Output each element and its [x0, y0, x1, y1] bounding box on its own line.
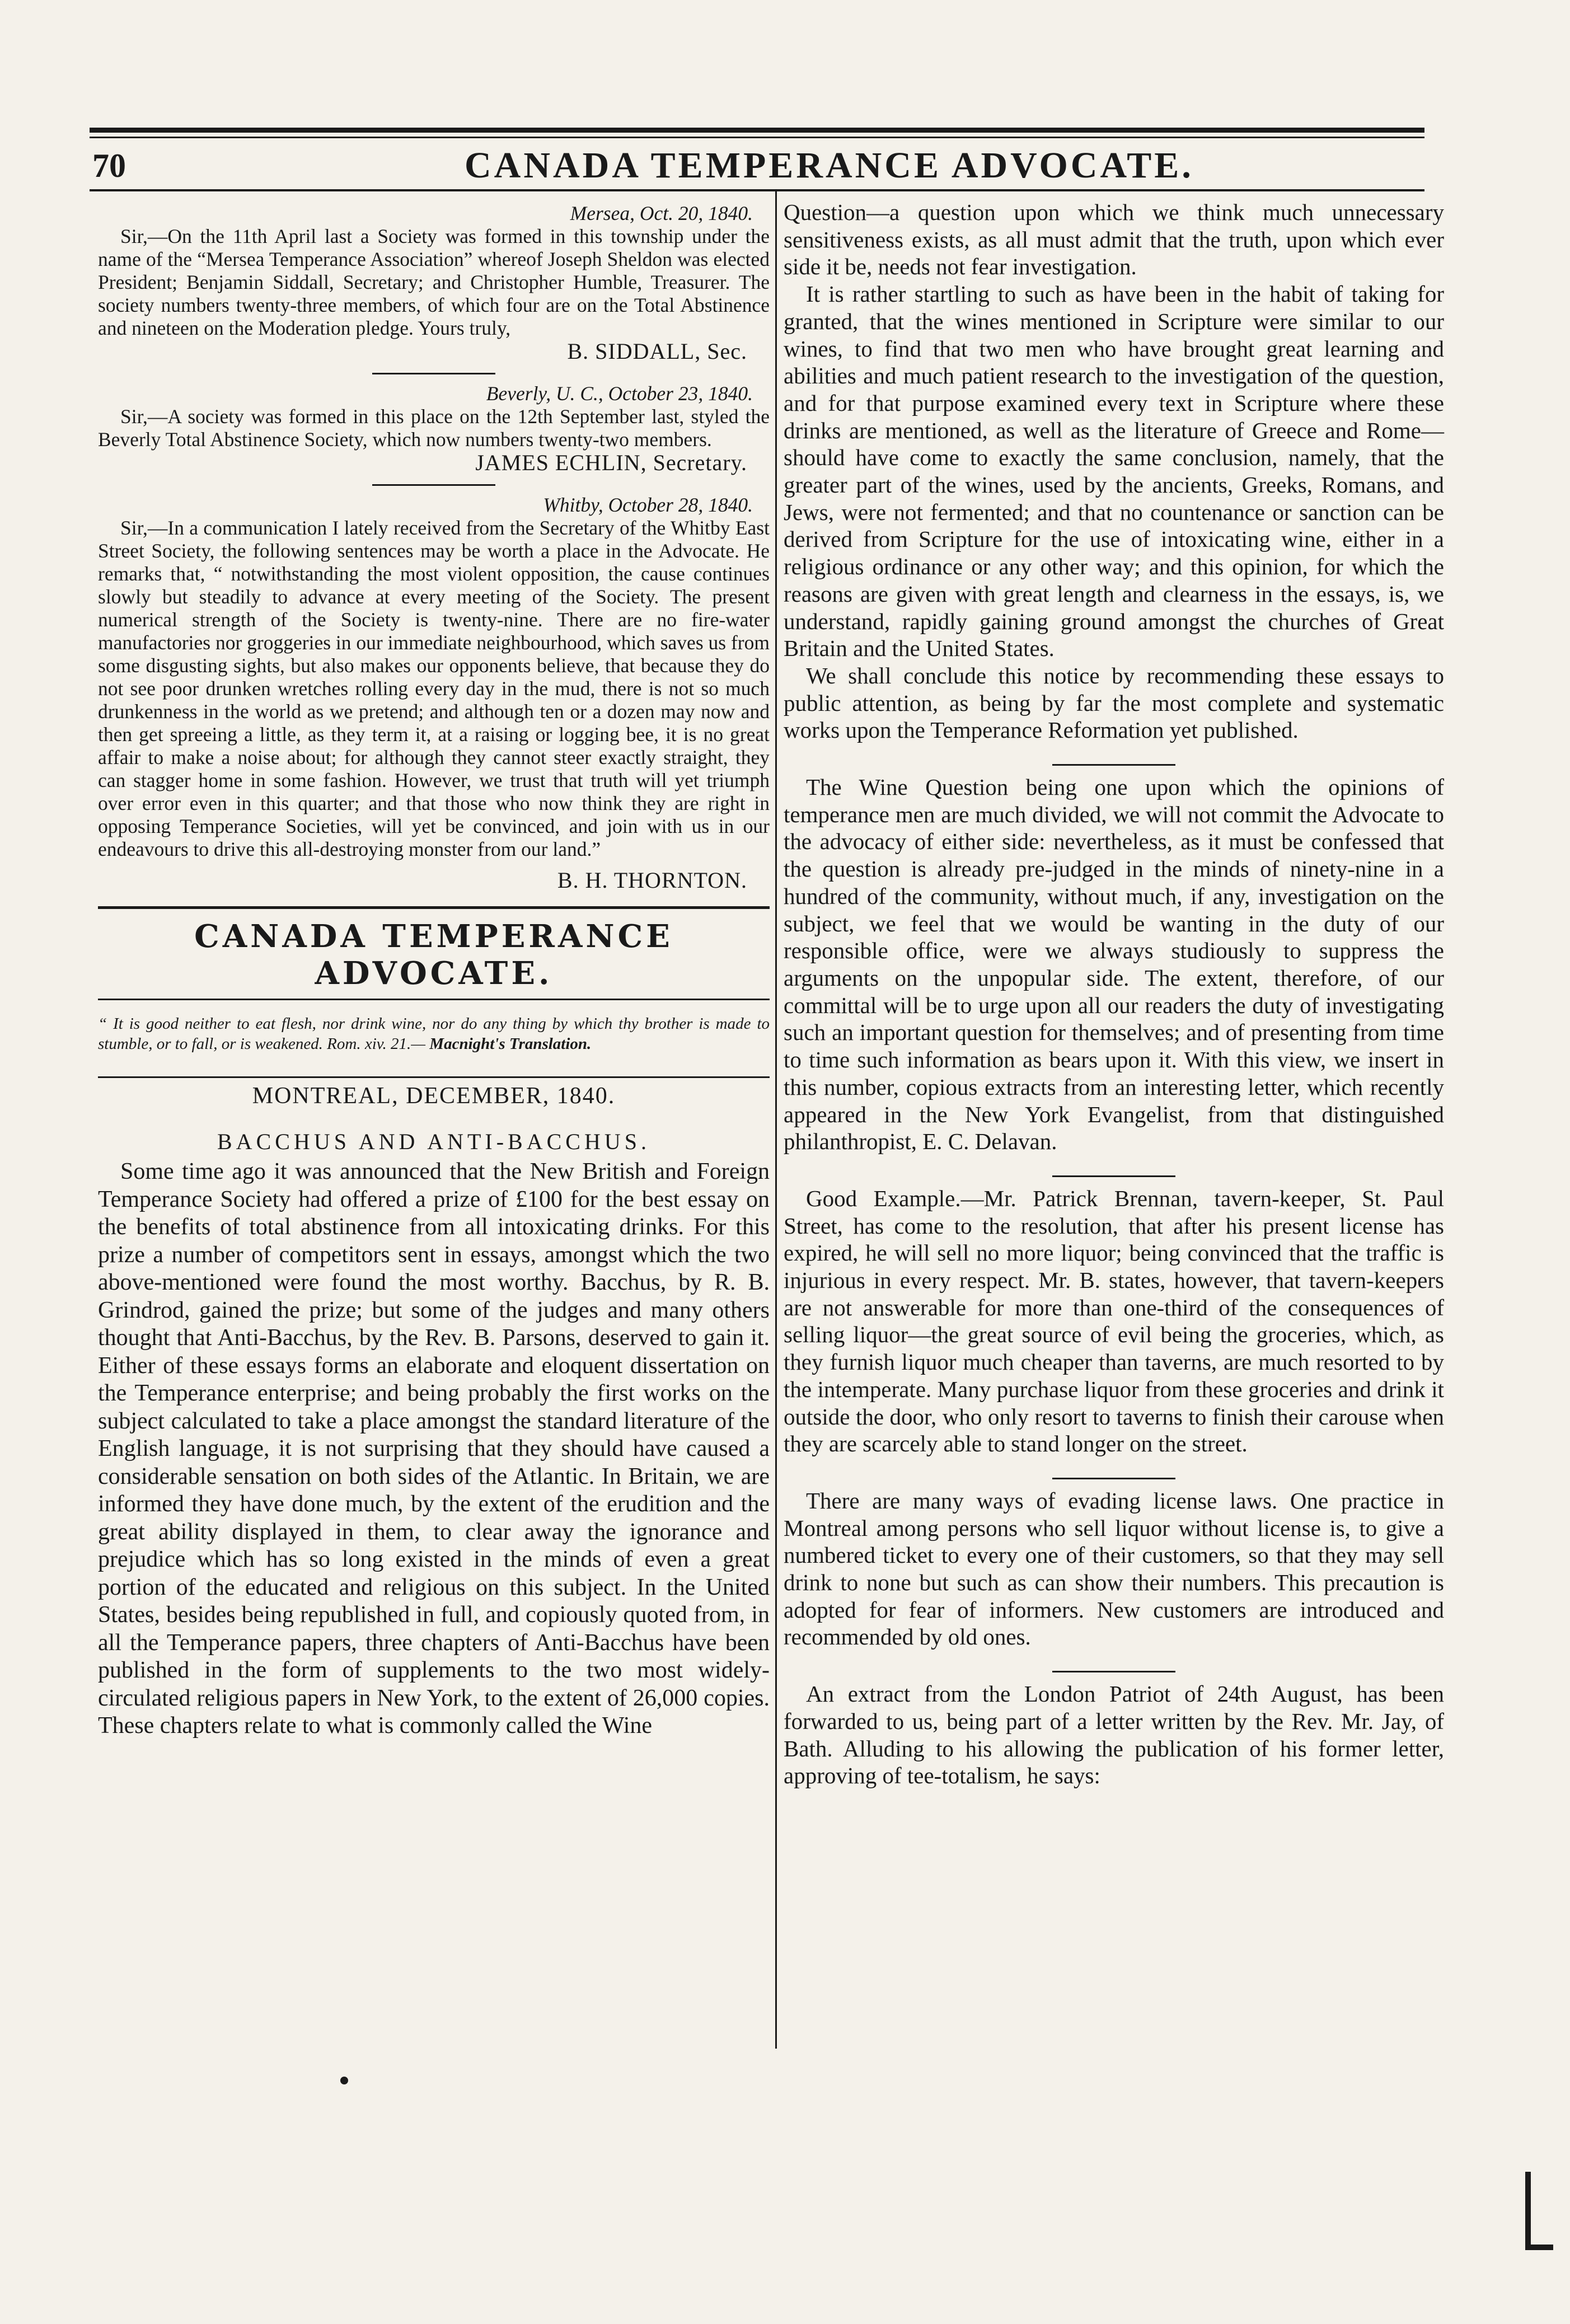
header-double-rule — [90, 128, 1424, 133]
letter-signature: B. SIDDALL, Sec. — [567, 339, 747, 364]
page-corner-mark — [1525, 2172, 1553, 2250]
letter-whitby — [98, 494, 770, 892]
motto-text: “ It is good neither to eat flesh, nor drink wine, nor do any thing by which thy brother is made to stumble, or to fall, or is weakened. Rom. xiv. 21.— — [98, 1015, 770, 1053]
masthead-title: CANADA TEMPERANCE ADVOCATE. — [194, 918, 673, 992]
masthead-motto — [98, 1014, 770, 1054]
letter-beverly — [98, 382, 770, 474]
divider-rule — [1052, 1175, 1175, 1177]
article-continuation: Question—a question upon which we think much unnecessary sensitiveness exists, as all must admit that the truth, upon which ever side it be, needs not fear investigation. — [784, 199, 1444, 280]
letter-dateline: Beverly, U. C., October 23, 1840. — [486, 382, 753, 405]
wine-question-notice: The Wine Question being one upon which the opinions of temperance men are much divided, we will not commit the Advocate to the advocacy of either side: nevertheless, as it must be confessed that the question is already pre-judged in the minds of ninety-nine in a hundred of the community, without much, if any, investigation on the subject, we feel that we would be wanting in the duty of our responsible office, were we always studiously to suppress the arguments on the unpopular side. The extent, therefore, of our committal will be to urge upon all our readers the duty of investigating such an important question for themselves; and of presenting from time to time such information as bears upon it. With this view, we insert in this number, copious extracts from an interesting letter, which recently appeared in the New York Evangelist, from that distinguished philanthropist, E. C. Delavan. — [784, 774, 1444, 1155]
page-number: 70 — [92, 147, 126, 184]
header-rule — [90, 189, 1424, 191]
article-title: BACCHUS AND ANTI-BACCHUS. — [217, 1129, 650, 1154]
article-body-left: Some time ago it was announced that the New British and Foreign Temperance Society had offered a prize of £100 for the best essay on the benefits of total abstinence from all intoxicating drinks. For this prize a number of competitors sent in essays, amongst which the two above-mentioned were found the most worthy. Bacchus, by R. B. Grindrod, gained the prize; but some of the judges and many others thought that Anti-Bacchus, by the Rev. B. Parsons, deserved to gain it. Either of these essays forms an elaborate and eloquent dissertation on the Temperance enterprise; and being probably the first works on the subject calculated to take a place amongst the standard literature of the English language, it is not surprising that they should have caused a considerable sensation on both sides of the Atlantic. In Britain, we are informed they have done much, by the extent of the erudition and the great ability displayed in them, to clear away the ignorance and prejudice which has so long existed in the minds of even a great portion of the educated and religious on this subject. In the United States, besides being republished in full, and copiously quoted from, in all the Temperance papers, three chapters of Anti-Bacchus have been published in the form of supplements to the two most widely-circulated religious papers in New York, to the extent of 26,000 copies. These chapters relate to what is commonly called the Wine — [98, 1159, 770, 1739]
divider-rule — [1052, 1478, 1175, 1479]
good-example-notice: Good Example.—Mr. Patrick Brennan, tavern-keeper, St. Paul Street, has come to the resolution, that after his present license has expired, he will sell no more liquor; being convinced that the traffic is injurious in every respect. Mr. B. states, however, that tavern-keepers are not answerable for more than one-third of the consequences of selling liquor—the great source of evil being the groceries, which, as they furnish liquor much cheaper than taverns, are much resorted to by the intemperate. Many purchase liquor from these groceries and drink it outside the door, who only resort to taverns to finish their carouse when they are scarcely able to stand longer on the street. — [784, 1185, 1444, 1457]
letter-dateline: Mersea, Oct. 20, 1840. — [570, 202, 753, 224]
header-double-rule-thin — [90, 137, 1424, 138]
extract-notice: An extract from the London Patriot of 24th August, has been forwarded to us, being part of a letter written by the Rev. Mr. Jay, of Bath. Alluding to his allowing the publication of his former letter, approving of tee-totalism, he says: — [784, 1681, 1444, 1789]
letter-body: Sir,—On the 11th April last a Society was formed in this township under the name of the “Mersea Temperance Association” whereof Joseph Sheldon was elected President; Benjamin Siddall, Secretary; and Christopher Humble, Treasurer. The society numbers twenty-three members, of which four are on the Total Abstinence and nineteen on the Moderation pledge. Yours truly, — [98, 225, 770, 339]
divider-rule — [372, 373, 495, 374]
running-title: CANADA TEMPERANCE ADVOCATE. — [465, 145, 1194, 186]
letter-body: Sir,—A society was formed in this place on the 12th September last, styled the Beverly Total Abstinence Society, which now numbers twenty-two members. — [98, 405, 770, 451]
motto-citation: Macnight's Translation. — [429, 1035, 592, 1053]
divider-rule — [1052, 1671, 1175, 1672]
letter-signature: B. H. THORNTON. — [557, 868, 747, 893]
column-divider — [775, 191, 777, 2049]
divider-rule — [372, 484, 495, 486]
article-paragraph: It is rather startling to such as have been in the habit of taking for granted, that the wines mentioned in Scripture were similar to our wines, to find that two men who have brought great learning and abilities and much patient research to the investigation of the question, and for that purpose examined every text in Scripture where these drinks are mentioned, as well as the literature of Greece and Rome—should have come to exactly the same conclusion, namely, that the greater part of the wines, used by the ancients, Greeks, Romans, and Jews, were not fermented; and that no countenance or sanction can be derived from Scripture for the use of intoxicating wine, either in a religious ordinance or any other way; and this opinion, for which the reasons are given with great length and clearness in the essays, is, we understand, rapidly gaining ground amongst the churches of Great Britain and the United States. — [784, 281, 1444, 662]
license-laws-notice: There are many ways of evading license laws. One practice in Montreal among persons who sell liquor without license is, to give a numbered ticket to every one of their customers, so that they may sell drink to none but such as can show their numbers. This precaution is adopted for fear of informers. New customers are introduced and recommended by old ones. — [784, 1487, 1444, 1650]
letter-mersea — [98, 202, 770, 363]
right-column — [784, 199, 1444, 1789]
ink-mark — [340, 2077, 348, 2084]
letter-dateline: Whitby, October 28, 1840. — [543, 494, 753, 516]
issue-dateline: MONTREAL, DECEMBER, 1840. — [98, 1076, 770, 1109]
letter-body: Sir,—In a communication I lately received from the Secretary of the Whitby East Street Society, the following sentences may be worth a place in the Advocate. He remarks that, “ notwithstanding the most violent opposition, the cause continues slowly but steadily to advance at every meeting of the Society. The present numerical strength of the Society is twenty-nine. There are no fire-water manufactories nor groggeries in our immediate neighbourhood, which saves us from some disgusting sights, but also makes our opponents believe, that because they do not see poor drunken wretches rolling every day in the mud, there is not so much drunkenness in the world as we pretend; and although ten or a dozen may now and then get spreeing a little, as they term it, at a raising or logging bee, it is no great affair to make a noise about; for although they cannot steer exactly straight, they can stagger home in some fashion. However, we trust that truth will yet triumph over error even in this quarter; and that those who now think they are right in opposing Temperance Societies, will yet be convinced, and join with us in our endeavours to drive this all-destroying monster from our land.” — [98, 517, 770, 860]
left-column — [98, 199, 770, 1740]
letter-signature: JAMES ECHLIN, Secretary. — [475, 450, 747, 475]
masthead-box — [98, 906, 770, 1000]
article-paragraph: We shall conclude this notice by recommending these essays to public attention, as being by far the most complete and systematic works upon the Temperance Reformation yet published. — [784, 662, 1444, 743]
divider-rule — [1052, 764, 1175, 766]
